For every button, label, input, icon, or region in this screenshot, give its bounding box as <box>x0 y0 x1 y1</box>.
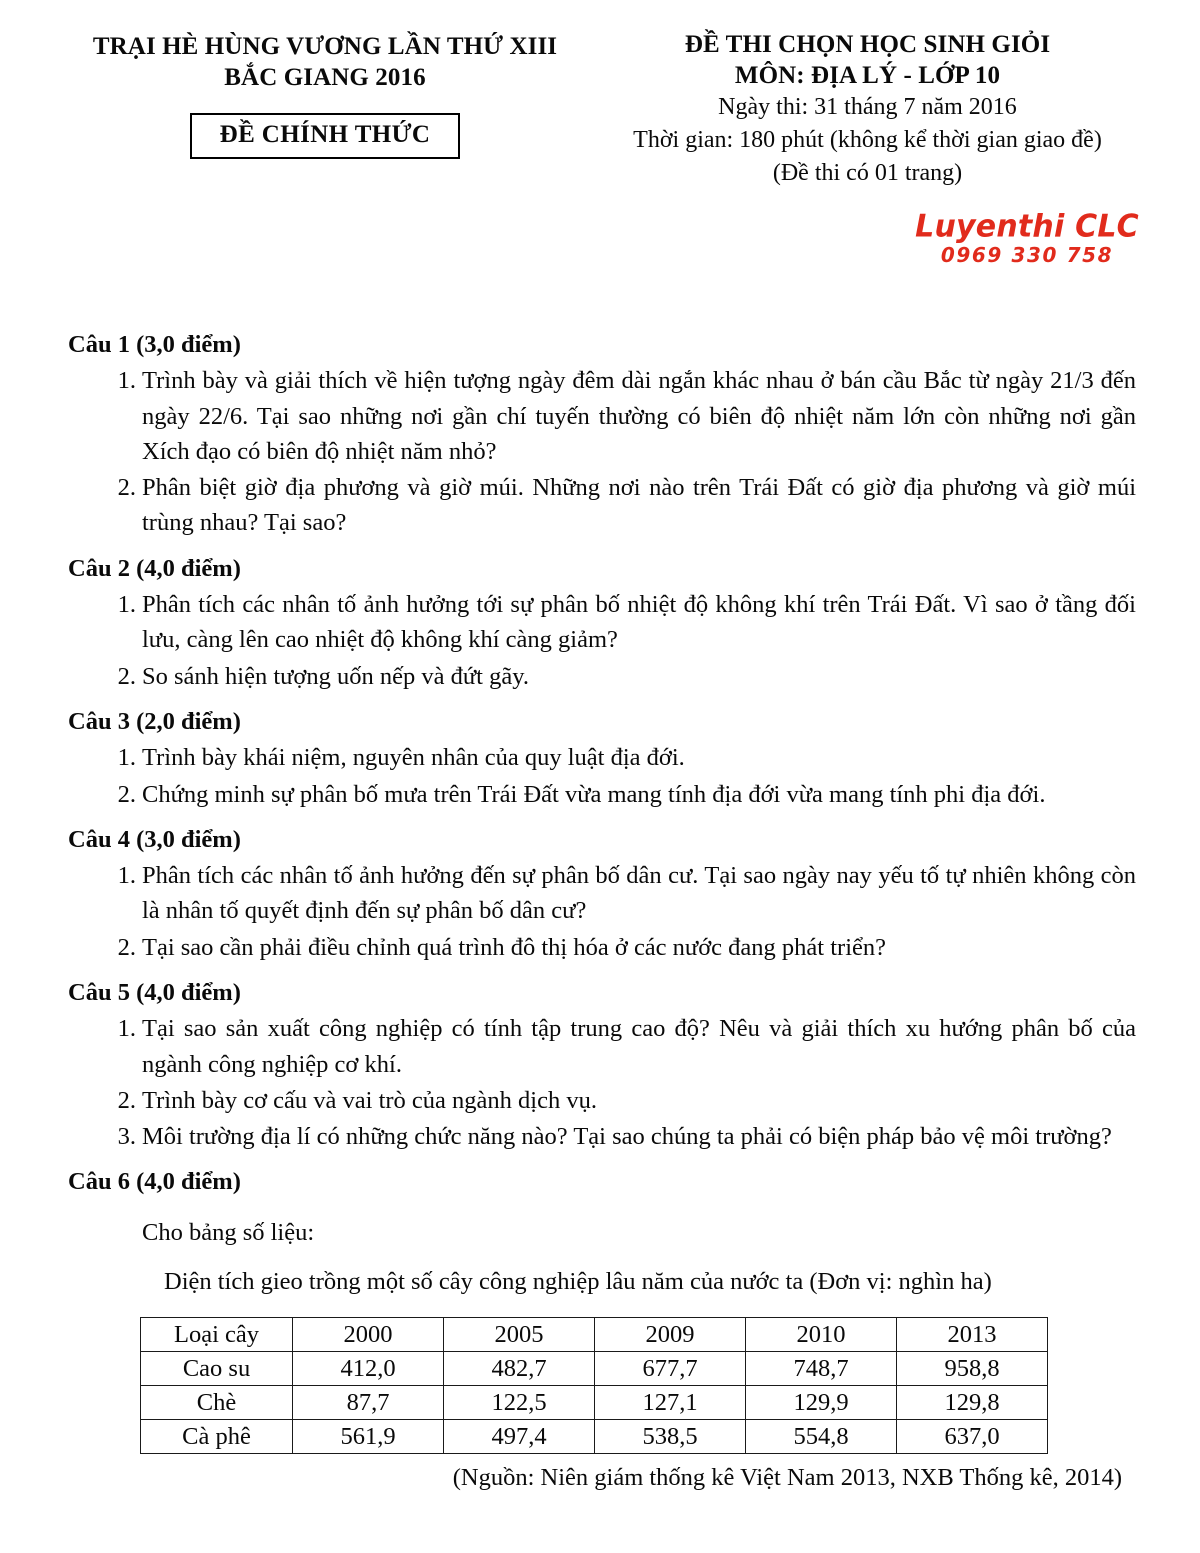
question-block-3 <box>68 707 1136 812</box>
item-number: 1. <box>117 1015 136 1043</box>
question-4-item-list <box>68 858 1136 965</box>
item-text: Môi trường địa lí có những chức năng nào? Tại sao chúng ta phải có biện pháp bảo vệ môi trường? <box>142 1123 1112 1151</box>
data-table-wrapper <box>68 1317 1136 1494</box>
table-cell: 538,5 <box>595 1420 746 1454</box>
item-number: 1. <box>117 591 136 619</box>
exam-pagecount-line: (Đề thi có 01 trang) <box>772 160 963 187</box>
table-cell: 129,9 <box>746 1386 897 1420</box>
question-4-item-2 <box>68 930 1136 965</box>
table-cell: 482,7 <box>444 1352 595 1386</box>
spacer <box>68 1201 1136 1215</box>
crop-area-data-table <box>140 1317 1048 1454</box>
item-text: Tại sao cần phải điều chỉnh quá trình đô thị hóa ở các nước đang phát triển? <box>142 933 886 961</box>
question-1-item-2 <box>68 470 1136 541</box>
header-left-block <box>60 28 590 159</box>
item-text: Phân tích các nhân tố ảnh hưởng đến sự phân bố dân cư. Tại sao ngày nay yếu tố tự nhiên không còn là nhân tố quyết định đến sự phân bố dân cư? <box>142 862 1136 925</box>
luyenthi-clc-logo <box>906 208 1148 267</box>
exam-subject-line: MÔN: ĐỊA LÝ - LỚP 10 <box>734 61 1001 89</box>
table-row <box>141 1352 1048 1386</box>
table-cell: 87,7 <box>293 1386 444 1420</box>
exam-duration-line: Thời gian: 180 phút (không kể thời gian giao đề) <box>633 127 1102 154</box>
table-cell: 497,4 <box>444 1420 595 1454</box>
item-number: 2. <box>117 474 136 502</box>
item-text: So sánh hiện tượng uốn nếp và đứt gãy. <box>142 662 529 690</box>
table-header-cell-0: Loại cây <box>141 1318 293 1352</box>
item-text: Chứng minh sự phân bố mưa trên Trái Đất vừa mang tính địa đới vừa mang tính phi địa đới. <box>142 780 1046 808</box>
exam-title-line1: ĐỀ THI CHỌN HỌC SINH GIỎI <box>684 31 1051 58</box>
question-6-intro-text: Cho bảng số liệu: <box>142 1218 315 1246</box>
camp-title-line1: TRẠI HÈ HÙNG VƯƠNG LẦN THỨ XIII <box>92 33 558 60</box>
question-block-4 <box>68 825 1136 965</box>
question-5-item-list <box>68 1011 1136 1154</box>
question-heading-6: Câu 6 (4,0 điểm) <box>68 1168 241 1196</box>
header-right-block <box>590 28 1145 190</box>
spacer <box>68 1250 1136 1264</box>
question-5-item-1 <box>68 1011 1136 1082</box>
question-block-6 <box>68 1167 1136 1494</box>
table-row-label: Chè <box>141 1386 293 1420</box>
table-header-cell-1: 2000 <box>293 1318 444 1352</box>
data-table-source-note: (Nguồn: Niên giám thống kê Việt Nam 2013, NXB Thống kê, 2014) <box>452 1464 1122 1492</box>
item-text: Phân biệt giờ địa phương và giờ múi. Những nơi nào trên Trái Đất có giờ địa phương và giờ múi trùng nhau? Tại sao? <box>142 474 1136 537</box>
table-cell: 412,0 <box>293 1352 444 1386</box>
question-heading-2: Câu 2 (4,0 điểm) <box>68 554 241 582</box>
question-3-item-list <box>68 740 1136 812</box>
item-number: 2. <box>117 662 136 690</box>
question-3-item-1 <box>68 740 1136 775</box>
camp-title-line2: BẮC GIANG 2016 <box>224 63 426 91</box>
question-heading-4: Câu 4 (3,0 điểm) <box>68 825 241 853</box>
question-heading-1: Câu 1 (3,0 điểm) <box>68 331 241 358</box>
item-number: 2. <box>117 780 136 808</box>
table-header-cell-4: 2010 <box>746 1318 897 1352</box>
question-5-item-3 <box>68 1119 1136 1154</box>
item-number: 2. <box>117 1086 136 1114</box>
item-text: Trình bày và giải thích về hiện tượng ngày đêm dài ngắn khác nhau ở bán cầu Bắc từ ngày 21/3 đến ngày 22/6. Tại sao những nơi gần chí tuyến thường có biên độ nhiệt năm lớn còn những nơi gần Xích đạo có biên độ nhiệt năm nhỏ? <box>142 367 1136 465</box>
question-2-item-list <box>68 587 1136 694</box>
item-number: 1. <box>117 367 136 395</box>
table-header-cell-3: 2009 <box>595 1318 746 1352</box>
table-header-cell-2: 2005 <box>444 1318 595 1352</box>
table-header-row <box>141 1318 1048 1352</box>
table-cell: 637,0 <box>897 1420 1048 1454</box>
official-exam-stamp-box <box>190 113 461 159</box>
table-row-label: Cao su <box>141 1352 293 1386</box>
exam-date-line: Ngày thi: 31 tháng 7 năm 2016 <box>718 94 1017 120</box>
question-heading-5: Câu 5 (4,0 điểm) <box>68 979 241 1007</box>
exam-body <box>68 330 1136 1507</box>
question-heading-3: Câu 3 (2,0 điểm) <box>68 707 241 735</box>
table-row <box>141 1420 1048 1454</box>
logo-phone-number: 0969 330 758 <box>940 243 1114 267</box>
logo-brand-name: Luyenthi CLC <box>915 208 1139 245</box>
table-cell: 122,5 <box>444 1386 595 1420</box>
official-exam-stamp-label: ĐỀ CHÍNH THỨC <box>219 121 431 148</box>
question-2-item-2 <box>68 659 1136 694</box>
table-row-label: Cà phê <box>141 1420 293 1454</box>
question-4-item-1 <box>68 858 1136 929</box>
item-text: Trình bày cơ cấu và vai trò của ngành dịch vụ. <box>142 1086 597 1114</box>
table-cell: 677,7 <box>595 1352 746 1386</box>
question-block-5 <box>68 978 1136 1154</box>
document-header <box>60 28 1145 190</box>
question-2-item-1 <box>68 587 1136 658</box>
item-text: Phân tích các nhân tố ảnh hưởng tới sự phân bố nhiệt độ không khí trên Trái Đất. Vì sao ở tầng đối lưu, càng lên cao nhiệt độ không khí càng giảm? <box>142 591 1136 654</box>
item-number: 2. <box>117 933 136 961</box>
official-stamp-wrapper <box>60 113 590 159</box>
question-block-2 <box>68 554 1136 694</box>
question-1-item-1 <box>68 363 1136 469</box>
table-cell: 127,1 <box>595 1386 746 1420</box>
table-cell: 554,8 <box>746 1420 897 1454</box>
table-header-cell-5: 2013 <box>897 1318 1048 1352</box>
question-3-item-2 <box>68 777 1136 812</box>
table-cell: 561,9 <box>293 1420 444 1454</box>
table-cell: 958,8 <box>897 1352 1048 1386</box>
item-number: 1. <box>117 744 136 772</box>
item-text: Tại sao sản xuất công nghiệp có tính tập trung cao độ? Nêu và giải thích xu hướng phân bố của ngành công nghiệp cơ khí. <box>142 1015 1136 1078</box>
item-number: 3. <box>117 1123 136 1151</box>
question-5-item-2 <box>68 1083 1136 1118</box>
table-cell: 748,7 <box>746 1352 897 1386</box>
item-number: 1. <box>117 862 136 890</box>
question-1-item-list <box>68 363 1136 540</box>
question-block-1 <box>68 330 1136 541</box>
item-text: Trình bày khái niệm, nguyên nhân của quy luật địa đới. <box>142 744 685 772</box>
table-row <box>141 1386 1048 1420</box>
table-cell: 129,8 <box>897 1386 1048 1420</box>
data-table-caption: Diện tích gieo trồng một số cây công nghiệp lâu năm của nước ta (Đơn vị: nghìn ha) <box>164 1268 992 1296</box>
